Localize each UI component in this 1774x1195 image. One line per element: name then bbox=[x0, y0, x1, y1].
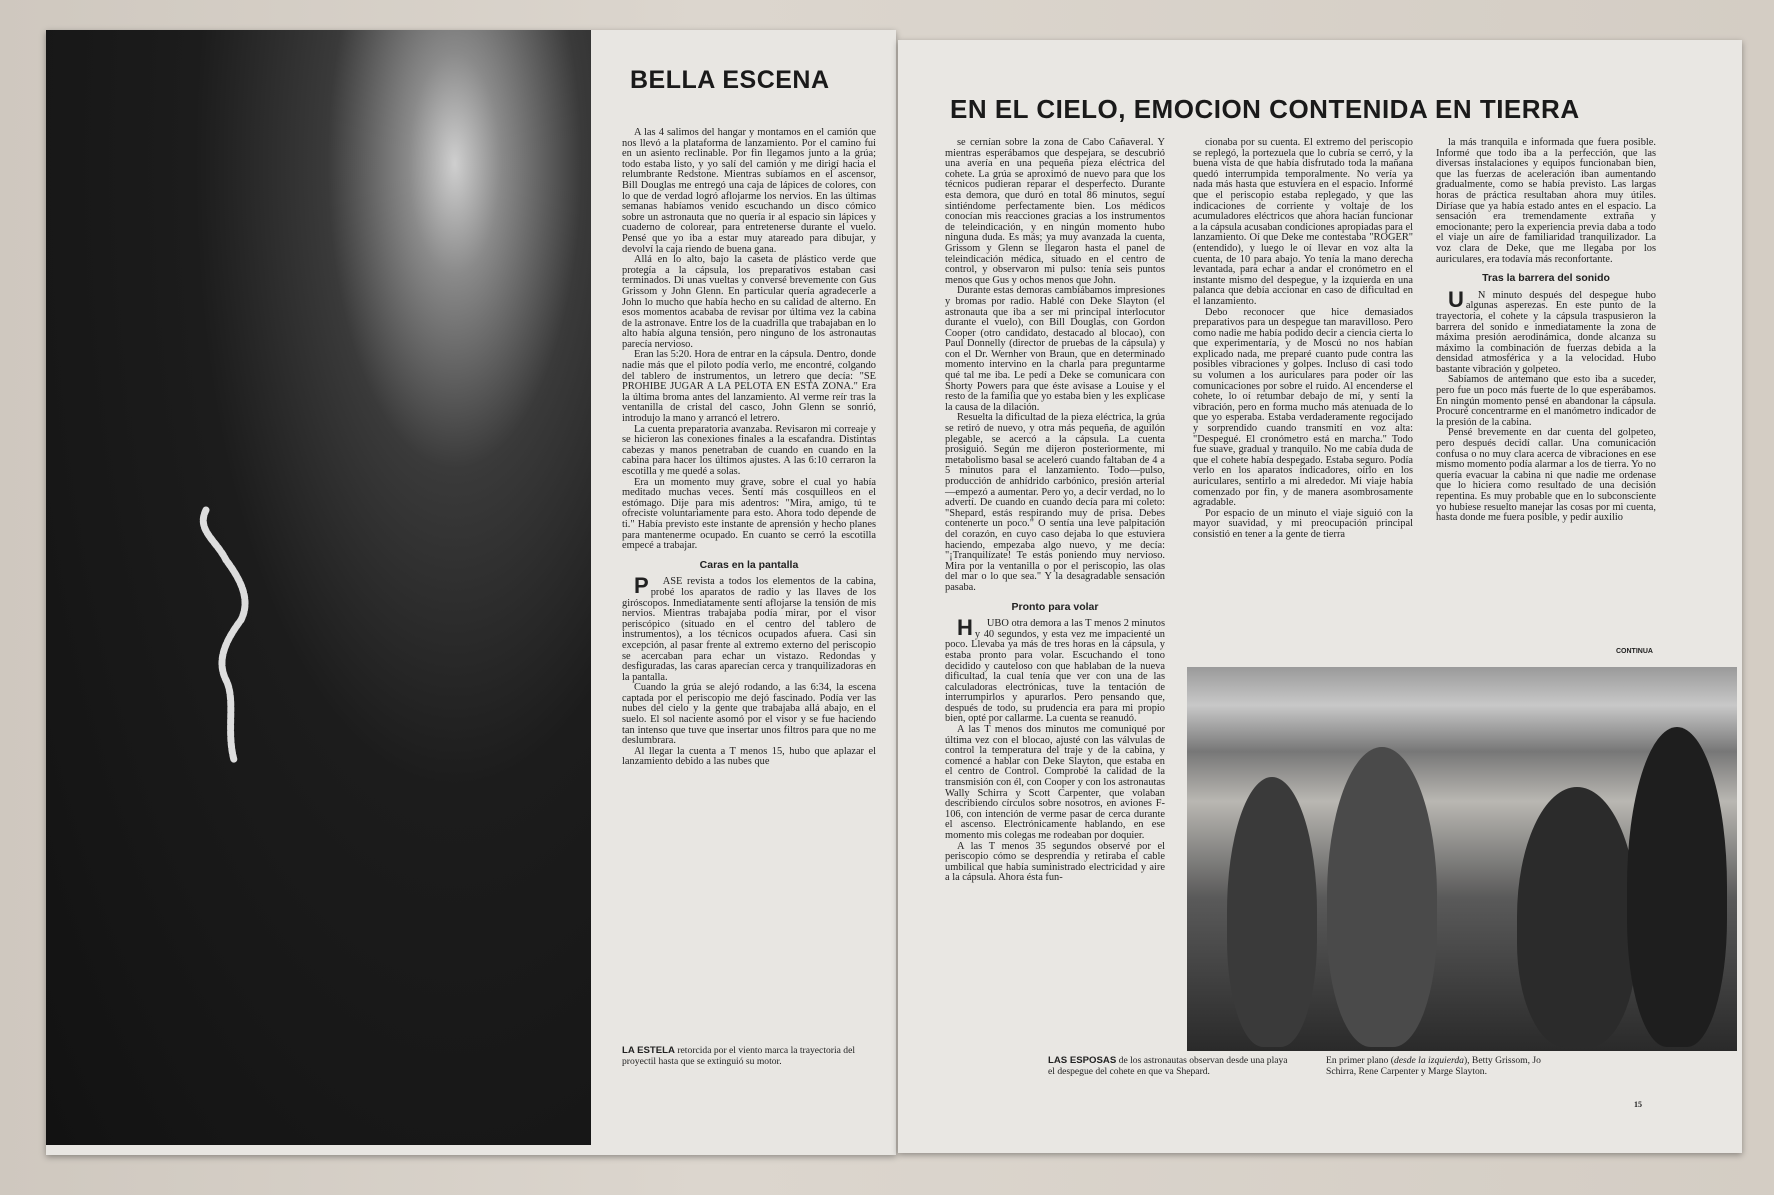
paragraph: Resuelta la dificultad de la pieza eléctrica, la grúa se retiró de nuevo, y otra más pequeña, de aguilón plegable, se acercó a la cápsula. La cuenta prosiguió. Según me dijeron posteriormente, mi metabolismo basal se aceleró cuando faltaban de 4 a 5 minutos para el lanzamiento. Todo—pulso, producción de anhídrido carbónico, presión arterial—empezó a aumentar. Pero yo, a decir verdad, no lo advertí. De cuando en cuando decía para mi coleto: "Shepard, estás respirando muy de prisa. Debes contenerte un poco." O sentía una leve palpitación del corazón, en cuyo caso dejaba lo que estuviera haciendo, empezaba algo nuevo, y me decía: "¡Tranquilízate! Te estás poniendo muy nervioso. Mira por la ventanilla o por el periscopio, las olas del mar o lo que sea." Y la desagradable sensación pasaba. bbox=[945, 412, 1165, 593]
photo-caption: LA ESTELA retorcida por el viento marca la trayectoria del proyectil hasta que se extinguió su motor. bbox=[622, 1045, 856, 1067]
paragraph: Debo reconocer que hice demasiados preparativos para un despegue tan maravilloso. Pero como nadie me había podido decir a ciencia cierta lo que experimentaría, y de Moscú no nos habían explicado nada, me preparé cuanto pude contra las posibles vibraciones y golpes. Incluso di casi todo su volumen a los auriculares para poder oír las comunicaciones por sobre el ruido. Al encenderse el cohete, lo oí retumbar debajo de mí, y sentí la vibración, pero en forma mucho más atenuada de lo que yo esperaba. Estaba verdaderamente regocijado y sorprendido cuando transmití en voz alta: "Despegué. El cronómetro está en marcha." Todo fue suave, gradual y tranquilo. No me cabía duda de que el cohete había despegado. Estaba seguro. Podía verlo en los aparatos indicadores, oírlo en los auriculares, sentirlo a mi alrededor. Mi viaje había comenzado por fin, y de manera asombrosamente agradable. bbox=[1193, 306, 1413, 509]
paragraph: PASE revista a todos los elementos de la cabina, probé los aparatos de radio y las llaves de los giróscopos. Inmediatamente sentí aflojarse la tensión de mis nervios. Mientras trabajaba podía mirar, por el visor periscópico (situado en el centro del tablero de instrumentos), a los técnicos ocupados afuera. Casi sin excepción, al pasar frente al extremo externo del periscopio se acercaban para echar un vistazo. Redondas y desfiguradas, las caras aparecían cerca y tranquilizadoras en la pantalla. bbox=[622, 573, 876, 683]
paragraph: Eran las 5:20. Hora de entrar en la cápsula. Dentro, donde nadie más que el piloto podía verlo, me encontré, colgando del tablero de instrumentos, un letrero que decía: "SE PROHIBE JUGAR A LA PELOTA EN ESTA ZONA." Era la última broma antes del lanzamiento. Al verme reír tras la ventanilla de cristal del casco, John Glenn se sonrió, introdujo la mano y arrancó el letrero. bbox=[622, 349, 876, 425]
paragraph: Durante estas demoras cambiábamos impresiones y bromas por radio. Hablé con Deke Slayton (el astronauta que iba a ser mi principal interlocutor durante el vuelo), con Bill Douglas, con Gordon Cooper (otro candidato, destacado al blocao), con Paul Donnelly (director de pruebas de la cápsula) y con el Dr. Wernher von Braun, que en determinado momento intervino en la charla para preguntarme qué tal me iba. Le pedí a Deke se comunicara con Shorty Powers para que éste avisase a Louise y el resto de la familia que yo estaba bien y les explicase la causa de la dilación. bbox=[945, 285, 1165, 413]
paragraph: cionaba por su cuenta. El extremo del periscopio se replegó, la portezuela que lo cubría se cerró, y la buena vista de que había disfrutado toda la mañana quedó interrumpida temporalmente. No vería ya nada más hasta que estuviera en el espacio. Informé que el periscopio estaba replegado, y que las indicaciones de corriente y voltaje de los acumuladores eléctricos que ahora hacían funcionar a la cápsula acusaban condiciones apropiadas para el lanzamiento. Oí que Deke me contestaba "ROGER" (entendido), y luego le oí llevar en voz alta la cuenta, de 10 para abajo. Yo tenía la mano derecha levantada, para echar a andar el cronómetro en el instante mismo del despegue, y la izquierda en una palanca que debía accionar en caso de dificultad en el lanzamiento. bbox=[1193, 137, 1413, 307]
continued-marker: CONTINUA bbox=[1616, 648, 1653, 655]
left-page bbox=[46, 30, 896, 1155]
subheading: Caras en la pantalla bbox=[699, 558, 799, 571]
paragraph: Pensé brevemente en dar cuenta del golpeteo, pero después decidí callar. Una comunicación confusa o no muy clara acerca de vibraciones en ese mismo momento podía alarmar a los de tierra. Yo no quería evacuar la cabina ni que nadie me ordenase que lo hiciera como resultado de una decisión repentina. Es muy probable que en lo subconsciente yo hubiese resuelto manejar las cosas por mi cuenta, hasta donde me fuera posible, y pedir auxilio bbox=[1436, 427, 1656, 524]
paragraph: Por espacio de un minuto el viaje siguió con la mayor suavidad, y mi preocupación principal consistió en tener a la gente de tierra bbox=[1193, 507, 1413, 540]
article-column bbox=[1193, 138, 1413, 541]
article-column bbox=[945, 138, 1165, 884]
paragraph: La cuenta preparatoria avanzaba. Revisaron mi correaje y se hicieron las conexiones finales a la escafandra. Distintas cabezas y manos penetraban de cuando en cuando en la cabina para hacer los últimos ajustes. A las 6:10 cerraron la escotilla y me quedé a solas. bbox=[622, 423, 876, 477]
paragraph: se cernían sobre la zona de Cabo Cañaveral. Y mientras esperábamos que despejara, se descubrió una avería en una pequeña pieza eléctrica del cohete. La grúa se aproximó de nuevo para que los técnicos pudieran reparar el desperfecto. Durante esta demora, que duró en total 86 minutos, seguí sintiéndome perfectamente bien. Los médicos conocían mis reacciones gracias a los instrumentos de teleindicación, y en ningún momento hubo ninguna duda. Es más; ya muy avanzada la cuenta, Grissom y Glenn se llegaron hasta el panel de teleindicación médica, situado en el centro de control, y observaron mi pulso: tenía seis puntos menos que Gus y ochos menos que John. bbox=[945, 137, 1165, 286]
right-page bbox=[898, 40, 1742, 1153]
page-title: EN EL CIELO, EMOCION CONTENIDA EN TIERRA bbox=[950, 94, 1580, 124]
paragraph: UN minuto después del despegue hubo algunas asperezas. En este punto de la trayectoria, el cohete y la cápsula traspusieron la barrera del sonido e inmediatamente la zona de máxima presión aerodinámica, donde alcanza su máximo la combinación de fuerzas debida a la densidad atmosférica y a la velocidad. Hubo bastante vibración y golpeteo. bbox=[1436, 286, 1656, 375]
subheading: Pronto para volar bbox=[1011, 600, 1099, 613]
article-column bbox=[1436, 138, 1656, 524]
astronaut-wives-photo bbox=[1187, 667, 1737, 1051]
page-number: 15 bbox=[1634, 1100, 1642, 1109]
paragraph: A las T menos dos minutos me comuniqué por última vez con el blocao, ajusté con las válvulas de control la temperatura del traje y de la cabina, y comencé a hablar con Deke Slayton, que estaba en el centro de Control. Comprobé la calidad de la transmisión con él, con Cooper y con los astronautas Wally Schirra y Scott Carpenter, que volaban describiendo círculos sobre nosotros, en aviones F-106, con intención de verme pasar de cerca durante el ascenso. Electrónicamente hablando, en ese momento mis colegas me rodeaban por doquier. bbox=[945, 724, 1165, 841]
paragraph: Allá en lo alto, bajo la caseta de plástico verde que protegía a la cápsula, los preparativos estaban casi terminados. Di unas vueltas y conversé brevemente con Gus Grissom y John Glenn. En particular quería agradecerle a John lo mucho que había hecho en su calidad de alterno. En esos momentos acababa de revisar por última vez la cabina de la astronave. Entre los de la cuadrilla que trabajaban en lo alto había alguna tensión, pero ninguno de los astronautas parecía nervioso. bbox=[622, 254, 876, 350]
rocket-exhaust-trail bbox=[156, 500, 296, 800]
paragraph: Era un momento muy grave, sobre el cual yo había meditado muchas veces. Sentí más cosquilleos en el estómago. Dije para mis adentros: "Mira, amigo, tú te ofreciste voluntariamente para esto. Ahora todo depende de ti." Había previsto este instante de aprensión y hecho planes para mantenerme ocupado. En cuanto se cerró la escotilla empecé a trabajar. bbox=[622, 476, 876, 552]
article-column bbox=[622, 128, 876, 768]
paragraph: HUBO otra demora a las T menos 2 minutos y 40 segundos, y esta vez me impacienté un poco. Llevaba ya más de tres horas en la cápsula, y estaba pronto para volar. Escuchando el tono decidido y cauteloso con que hablaban de la nueva dificultad, la cual tenía que ver con una de las calculadoras electrónicas, tuve la tentación de interrumpirlos y apurarlos. Pero pensando que, después de todo, su prudencia era para mi propio bien, opté por callarme. La cuenta se reanudó. bbox=[945, 615, 1165, 725]
paragraph: Sabíamos de antemano que esto iba a suceder, pero fue un poco más fuerte de lo que esperábamos. En ningún momento pensé en abandonar la cápsula. Procuré concentrarme en el manómetro indicador de la presión de la cabina. bbox=[1436, 374, 1656, 428]
paragraph: Al llegar la cuenta a T menos 15, hubo que aplazar el lanzamiento debido a las nubes que bbox=[622, 745, 876, 768]
page-title: BELLA ESCENA bbox=[630, 66, 830, 94]
rocket-trail-photo bbox=[46, 30, 591, 1145]
paragraph: A las 4 salimos del hangar y montamos en el camión que nos llevó a la plataforma de lanzamiento. Por el camino fui en un asiento reclinable. Por fin llegamos junto a la grúa; todo estaba listo, y yo salí del camión y me dirigí hacia el relumbrante Redstone. Mientras subíamos en el ascensor, Bill Douglas me entregó una caja de lápices de colores, con lo que de verdad logró aflojarme los nervios. En las últimas semanas habíamos venido escuchando un disco cómico sobre un astronauta que no quería ir al espacio sin lápices y cuaderno de colorear, para entretenerse durante el vuelo. Pensé que yo iba a estar muy atareado para dibujar, y devolví la caja riendo de buena gana. bbox=[622, 127, 876, 255]
photo-caption: LAS ESPOSAS de los astronautas observan desde una playa el despegue del cohete en que va Shepard. bbox=[1048, 1055, 1288, 1077]
subheading: Tras la barrera del sonido bbox=[1482, 272, 1610, 285]
paragraph: la más tranquila e informada que fuera posible. Informé que todo iba a la perfección, que las diversas instalaciones y equipos funcionaban bien, que las fuerzas de aceleración iban aumentando gradualmente, como se había previsto. Las largas horas de práctica resultaban ahora muy útiles. Diríase que ya había estado antes en el espacio. La sensación era tremendamente extraña y emocionante; pero la experiencia previa daba a todo el viaje un aire de familiaridad tranquilizador. La voz clara de Deke, que me llegaba por los auriculares, era todavía más reconfortante. bbox=[1436, 137, 1656, 265]
paragraph: A las T menos 35 segundos observé por el periscopio cómo se desprendía y retiraba el cable umbilical que había suministrado electricidad y aire a la cápsula. Ahora ésta fun- bbox=[945, 840, 1165, 884]
paragraph: Cuando la grúa se alejó rodando, a las 6:34, la escena captada por el periscopio me dejó fascinado. Podía ver las nubes del cielo y la gente que trabajaba allá abajo, en el suelo. El sol naciente asomó por el visor y se fue haciendo tan intenso que tuve que insertar unos filtros para que no me deslumbrara. bbox=[622, 682, 876, 747]
photo-caption-names: En primer plano (desde la izquierda), Betty Grissom, Jo Schirra, Rene Carpenter y Marge Slayton. bbox=[1326, 1055, 1541, 1077]
